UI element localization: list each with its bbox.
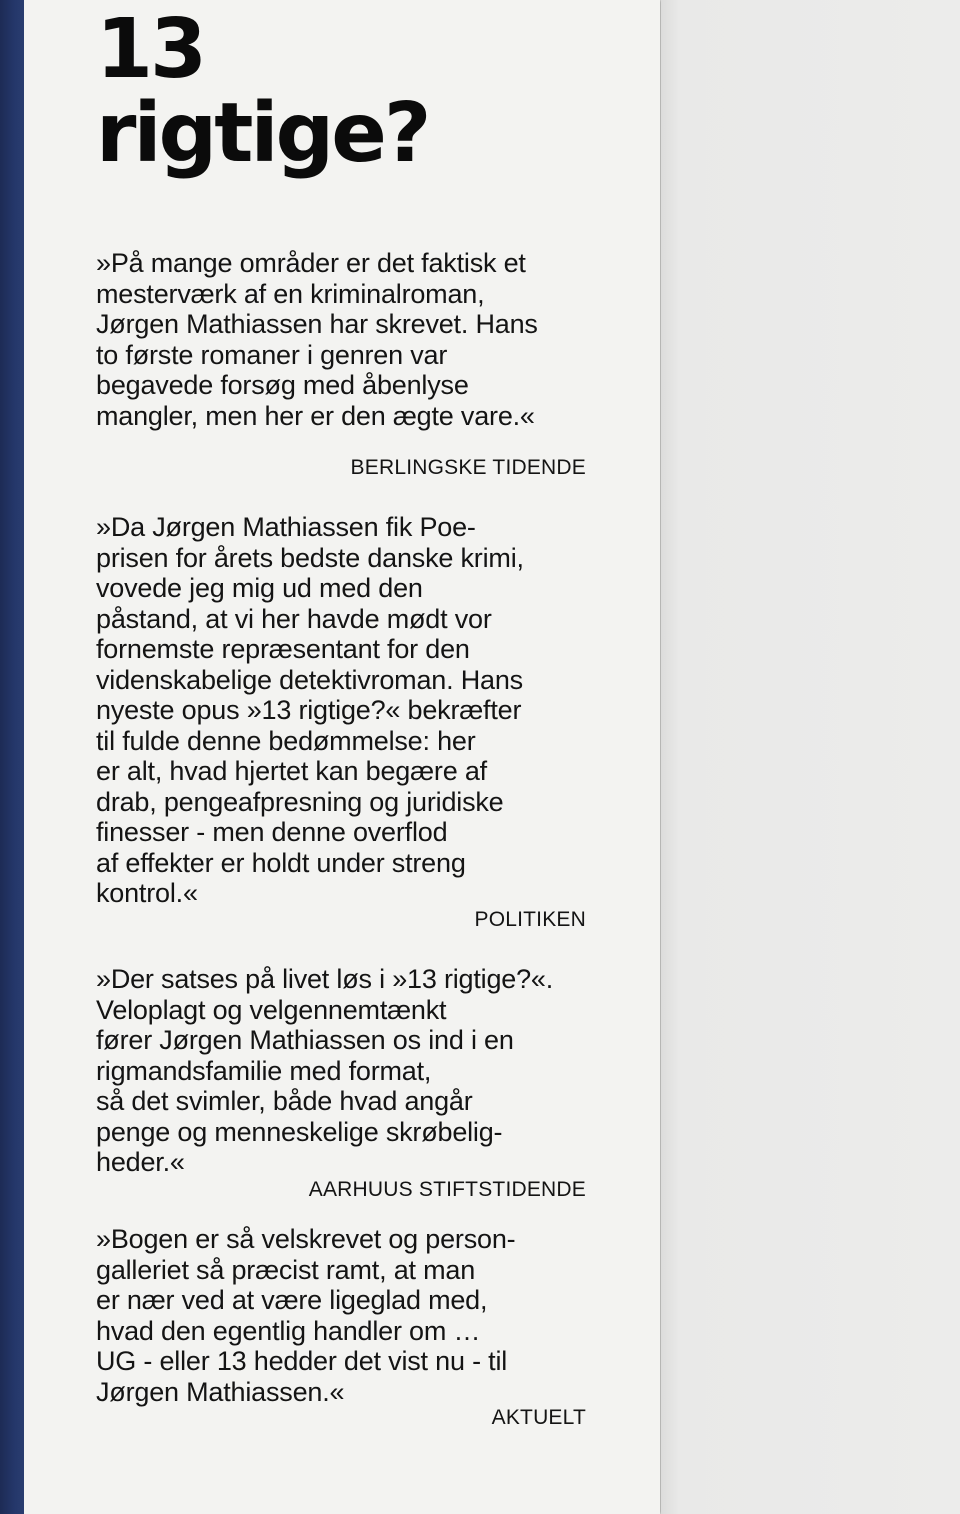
quote-line: er alt, hvad hjertet kan begære af bbox=[96, 756, 487, 786]
book-title-line-1: 13 bbox=[96, 2, 205, 97]
quote-line: Jørgen Mathiassen har skrevet. Hans bbox=[96, 309, 538, 339]
quote-line: drab, pengeafpresning og juridiske bbox=[96, 786, 504, 817]
book-title-line-2: rigtige? bbox=[96, 86, 429, 181]
quote-line: mangler, men her er den ægte vare.« bbox=[96, 400, 535, 431]
review-source-aktuelt: AKTUELT bbox=[491, 1406, 586, 1429]
quote-line: penge og menneskelige skrøbelig- bbox=[96, 1116, 503, 1147]
book-spine-edge bbox=[0, 0, 24, 1514]
review-quote-aarhuus bbox=[96, 964, 606, 1178]
quote-line: Veloplagt og velgennemtænkt bbox=[96, 994, 447, 1025]
quote-line: heder.« bbox=[96, 1147, 185, 1177]
quote-line: vovede jeg mig ud med den bbox=[96, 573, 423, 603]
quote-line: nyeste opus »13 rigtige?« bekræfter bbox=[96, 695, 522, 725]
review-quote-politiken bbox=[96, 512, 606, 909]
book-inner-page bbox=[661, 0, 960, 1514]
quote-line: Jørgen Mathiassen.« bbox=[96, 1376, 345, 1407]
quote-line: fører Jørgen Mathiassen os ind i en bbox=[96, 1025, 514, 1055]
quote-line: til fulde denne bedømmelse: her bbox=[96, 725, 476, 756]
quote-line: så det svimler, både hvad angår bbox=[96, 1086, 473, 1116]
quote-line: hvad den egentlig handler om … bbox=[96, 1315, 481, 1346]
quote-line: begavede forsøg med åbenlyse bbox=[96, 370, 469, 400]
review-source-aarhuus: AARHUUS STIFTSTIDENDE bbox=[308, 1178, 586, 1201]
quote-line: af effekter er holdt under streng bbox=[96, 847, 466, 878]
review-quote-aktuelt bbox=[96, 1224, 606, 1407]
quote-line: videnskabelige detektivroman. Hans bbox=[96, 664, 523, 695]
quote-line: rigmandsfamilie med format, bbox=[96, 1055, 432, 1086]
book-title bbox=[96, 2, 429, 181]
quote-line: finesser - men denne overflod bbox=[96, 817, 448, 847]
quote-line: »Da Jørgen Mathiassen fik Poe- bbox=[96, 512, 476, 542]
review-source-politiken: POLITIKEN bbox=[474, 908, 586, 931]
review-source-berlingske: BERLINGSKE TIDENDE bbox=[350, 456, 586, 479]
quote-line: »Bogen er så velskrevet og person- bbox=[96, 1224, 516, 1254]
quote-line: to første romaner i genren var bbox=[96, 339, 448, 370]
quote-line: er nær ved at være ligeglad med, bbox=[96, 1285, 488, 1315]
quote-line: galleriet så præcist ramt, at man bbox=[96, 1254, 476, 1285]
quote-line: »På mange områder er det faktisk et bbox=[96, 248, 526, 278]
quote-line: mesterværk af en kriminalroman, bbox=[96, 278, 485, 309]
quote-line: påstand, at vi her havde mødt vor bbox=[96, 603, 492, 634]
quote-line: UG - eller 13 hedder det vist nu - til bbox=[96, 1346, 508, 1376]
quote-line: »Der satses på livet løs i »13 rigtige?«. bbox=[96, 964, 554, 994]
review-quote-berlingske bbox=[96, 248, 606, 431]
quote-line: kontrol.« bbox=[96, 878, 198, 908]
quote-line: prisen for årets bedste danske krimi, bbox=[96, 542, 524, 573]
quote-line: fornemste repræsentant for den bbox=[96, 634, 470, 664]
